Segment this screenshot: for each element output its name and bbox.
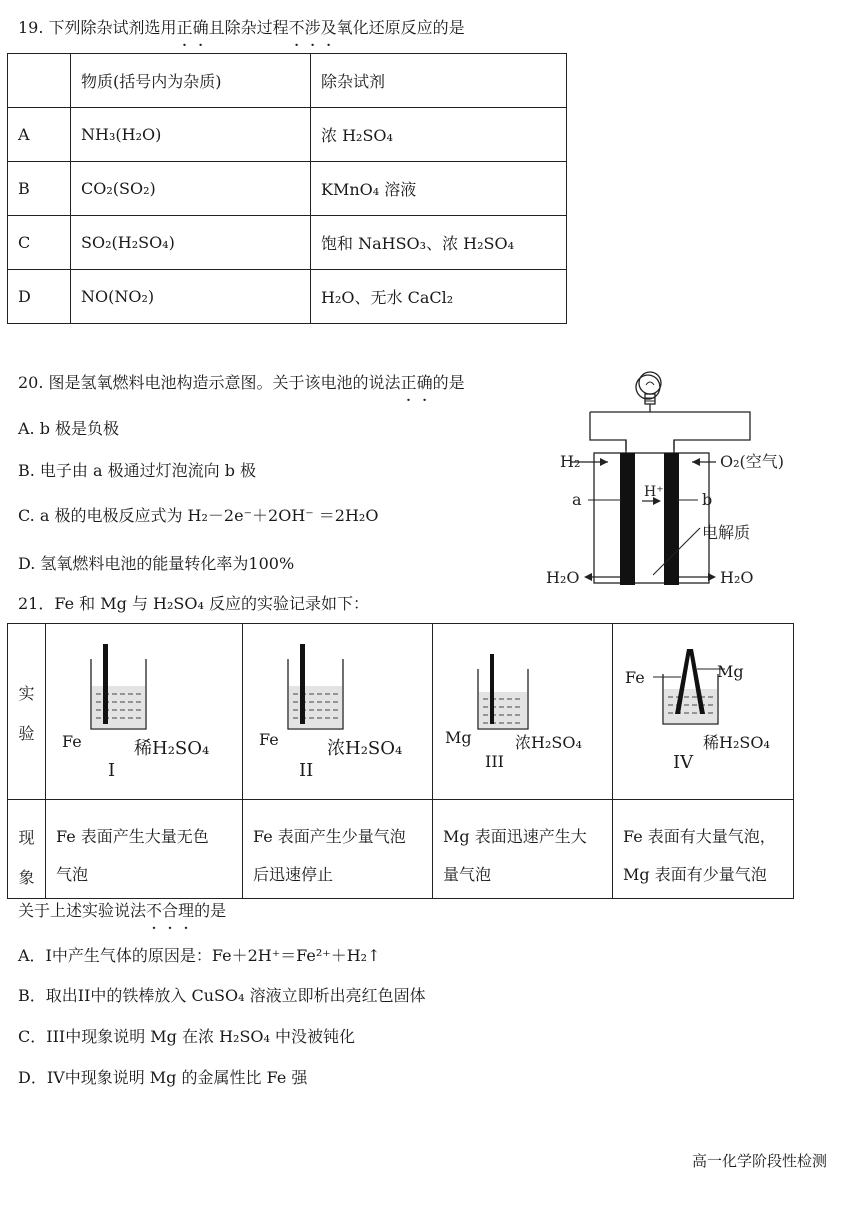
- metal-label: Fe: [62, 732, 82, 751]
- q21-stem: 21．Fe 和 Mg 与 H₂SO₄ 反应的实验记录如下：: [18, 594, 369, 613]
- q20-option-d: D. 氢氧燃料电池的能量转化率为100%: [18, 554, 295, 573]
- q20-stem-text: 的是: [432, 373, 465, 392]
- phenomenon-line: 气泡: [56, 865, 89, 884]
- phenomenon-row: [8, 800, 794, 899]
- reagent-cell: 饱和 NaHSO₃、浓 H₂SO₄: [311, 216, 567, 270]
- o2-inlet-label: O₂(空气): [720, 452, 785, 471]
- electrode-b: [664, 453, 679, 585]
- emphasis-char: 确: [416, 373, 433, 392]
- substance-cell: NO(NO₂): [71, 270, 311, 324]
- row-label: B: [8, 162, 71, 216]
- experiment-numeral: I: [108, 760, 116, 781]
- metal-label-left: Fe: [625, 668, 645, 687]
- phenomenon-line: 量气泡: [443, 865, 492, 884]
- experiment-numeral: III: [485, 752, 504, 771]
- reagent-cell: 浓 H₂SO₄: [311, 108, 567, 162]
- table-row: [8, 108, 567, 162]
- electrode-a: [620, 453, 635, 585]
- q20-option-a: A. b 极是负极: [18, 419, 120, 438]
- experiment-row: [8, 624, 794, 800]
- acid-label: 浓H₂SO₄: [327, 738, 403, 759]
- phenomenon-line: Fe 表面产生少量气泡: [253, 827, 406, 846]
- phenomenon-cell: [46, 800, 243, 899]
- q19-stem-text: 19. 下列除杂试剂选用: [18, 18, 177, 37]
- emphasis-char: 不: [146, 901, 163, 920]
- header-cell: 除杂试剂: [311, 54, 567, 108]
- header-cell: 物质(括号内为杂质): [71, 54, 311, 108]
- table-row: [8, 216, 567, 270]
- emphasis-char: 正: [176, 18, 193, 37]
- experiment-cell-i: [46, 624, 243, 800]
- q21-question-text: 的是: [194, 901, 227, 920]
- beaker-icon: [86, 644, 156, 734]
- row-label-phenomenon: [8, 800, 46, 899]
- q21-option-b: B．取出II中的铁棒放入 CuSO₄ 溶液立即析出亮红色固体: [18, 986, 426, 1005]
- emphasis-char: 正: [400, 373, 417, 392]
- row-label-char: 现: [18, 828, 35, 847]
- phenomenon-cell: [243, 800, 433, 899]
- q20-stem: [18, 372, 465, 394]
- emphasis-char: 不: [288, 18, 305, 37]
- experiment-cell-ii: [243, 624, 433, 800]
- metal-label-right: Mg: [717, 662, 744, 681]
- reagent-cell: KMnO₄ 溶液: [311, 162, 567, 216]
- acid-label: 浓H₂SO₄: [515, 733, 582, 752]
- cell-container: [594, 453, 709, 583]
- metal-label: Mg: [445, 728, 472, 747]
- lightbulb-icon: [636, 372, 661, 412]
- h2-inlet-label: H₂: [560, 452, 581, 471]
- phenomenon-line: Mg 表面迅速产生大: [443, 827, 587, 846]
- q19-stem: [18, 17, 465, 39]
- substance-cell: SO₂(H₂SO₄): [71, 216, 311, 270]
- row-label: C: [8, 216, 71, 270]
- electrolyte-label: 电解质: [702, 523, 751, 542]
- row-label-experiment: [8, 624, 46, 800]
- q21-table: [7, 623, 794, 899]
- experiment-numeral: II: [299, 760, 314, 781]
- table-row: [8, 162, 567, 216]
- phenomenon-line: Fe 表面有大量气泡，: [623, 827, 776, 846]
- table-row: [8, 270, 567, 324]
- q19-stem-text: 氧化还原反应的是: [336, 18, 465, 37]
- substance-cell: NH₃(H₂O): [71, 108, 311, 162]
- h2o-left-label: H₂O: [546, 568, 580, 587]
- fuel-cell-diagram: [540, 365, 810, 595]
- phenomenon-line: 后迅速停止: [253, 865, 334, 884]
- beaker-icon: [283, 644, 353, 734]
- row-label-char: 象: [18, 868, 35, 887]
- table-header-row: [8, 54, 567, 108]
- acid-label: 稀H₂SO₄: [703, 733, 770, 752]
- emphasis-char: 及: [320, 18, 337, 37]
- beaker-icon: [473, 654, 533, 734]
- q21-option-c: C．III中现象说明 Mg 在浓 H₂SO₄ 中没被钝化: [18, 1027, 356, 1046]
- q21-option-d: D．IV中现象说明 Mg 的金属性比 Fe 强: [18, 1068, 308, 1087]
- q21-question: [18, 900, 226, 922]
- electrode-b-label: b: [702, 490, 713, 509]
- q20-option-c: C. a 极的电极反应式为 H₂－2e⁻＋2OH⁻ ＝2H₂O: [18, 506, 379, 525]
- q21-option-a: A．I中产生气体的原因是：Fe＋2H⁺＝Fe²⁺＋H₂↑: [18, 946, 381, 965]
- page-footer: 高一化学阶段性检测: [692, 1152, 828, 1170]
- q19-stem-text: 且除杂过程: [208, 18, 289, 37]
- q20-option-b: B. 电子由 a 极通过灯泡流向 b 极: [18, 461, 257, 480]
- h2o-right-label: H₂O: [720, 568, 754, 587]
- header-cell: [8, 54, 71, 108]
- experiment-cell-iii: [433, 624, 613, 800]
- row-label: D: [8, 270, 71, 324]
- emphasis-char: 合: [162, 901, 179, 920]
- row-label: A: [8, 108, 71, 162]
- q21-question-text: 关于上述实验说法: [18, 901, 147, 920]
- hplus-label: H⁺: [644, 484, 664, 500]
- metal-label: Fe: [259, 730, 279, 749]
- q20-stem-text: 20. 图是氢氧燃料电池构造示意图。关于该电池的说法: [18, 373, 401, 392]
- experiment-cell-iv: [613, 624, 794, 800]
- external-circuit: [590, 412, 750, 450]
- electrode-a-label: a: [572, 490, 582, 509]
- beaker-icon: [653, 649, 733, 729]
- reagent-cell: H₂O、无水 CaCl₂: [311, 270, 567, 324]
- substance-cell: CO₂(SO₂): [71, 162, 311, 216]
- phenomenon-line: Fe 表面产生大量无色: [56, 827, 209, 846]
- acid-label: 稀H₂SO₄: [134, 738, 210, 759]
- phenomenon-cell: [433, 800, 613, 899]
- emphasis-char: 确: [192, 18, 209, 37]
- q19-table: [7, 53, 567, 324]
- emphasis-char: 涉: [304, 18, 321, 37]
- emphasis-char: 理: [178, 901, 195, 920]
- row-label-char: 验: [18, 724, 35, 743]
- phenomenon-line: Mg 表面有少量气泡: [623, 865, 767, 884]
- row-label-char: 实: [18, 684, 35, 703]
- experiment-numeral: IV: [673, 752, 694, 773]
- phenomenon-cell: [613, 800, 794, 899]
